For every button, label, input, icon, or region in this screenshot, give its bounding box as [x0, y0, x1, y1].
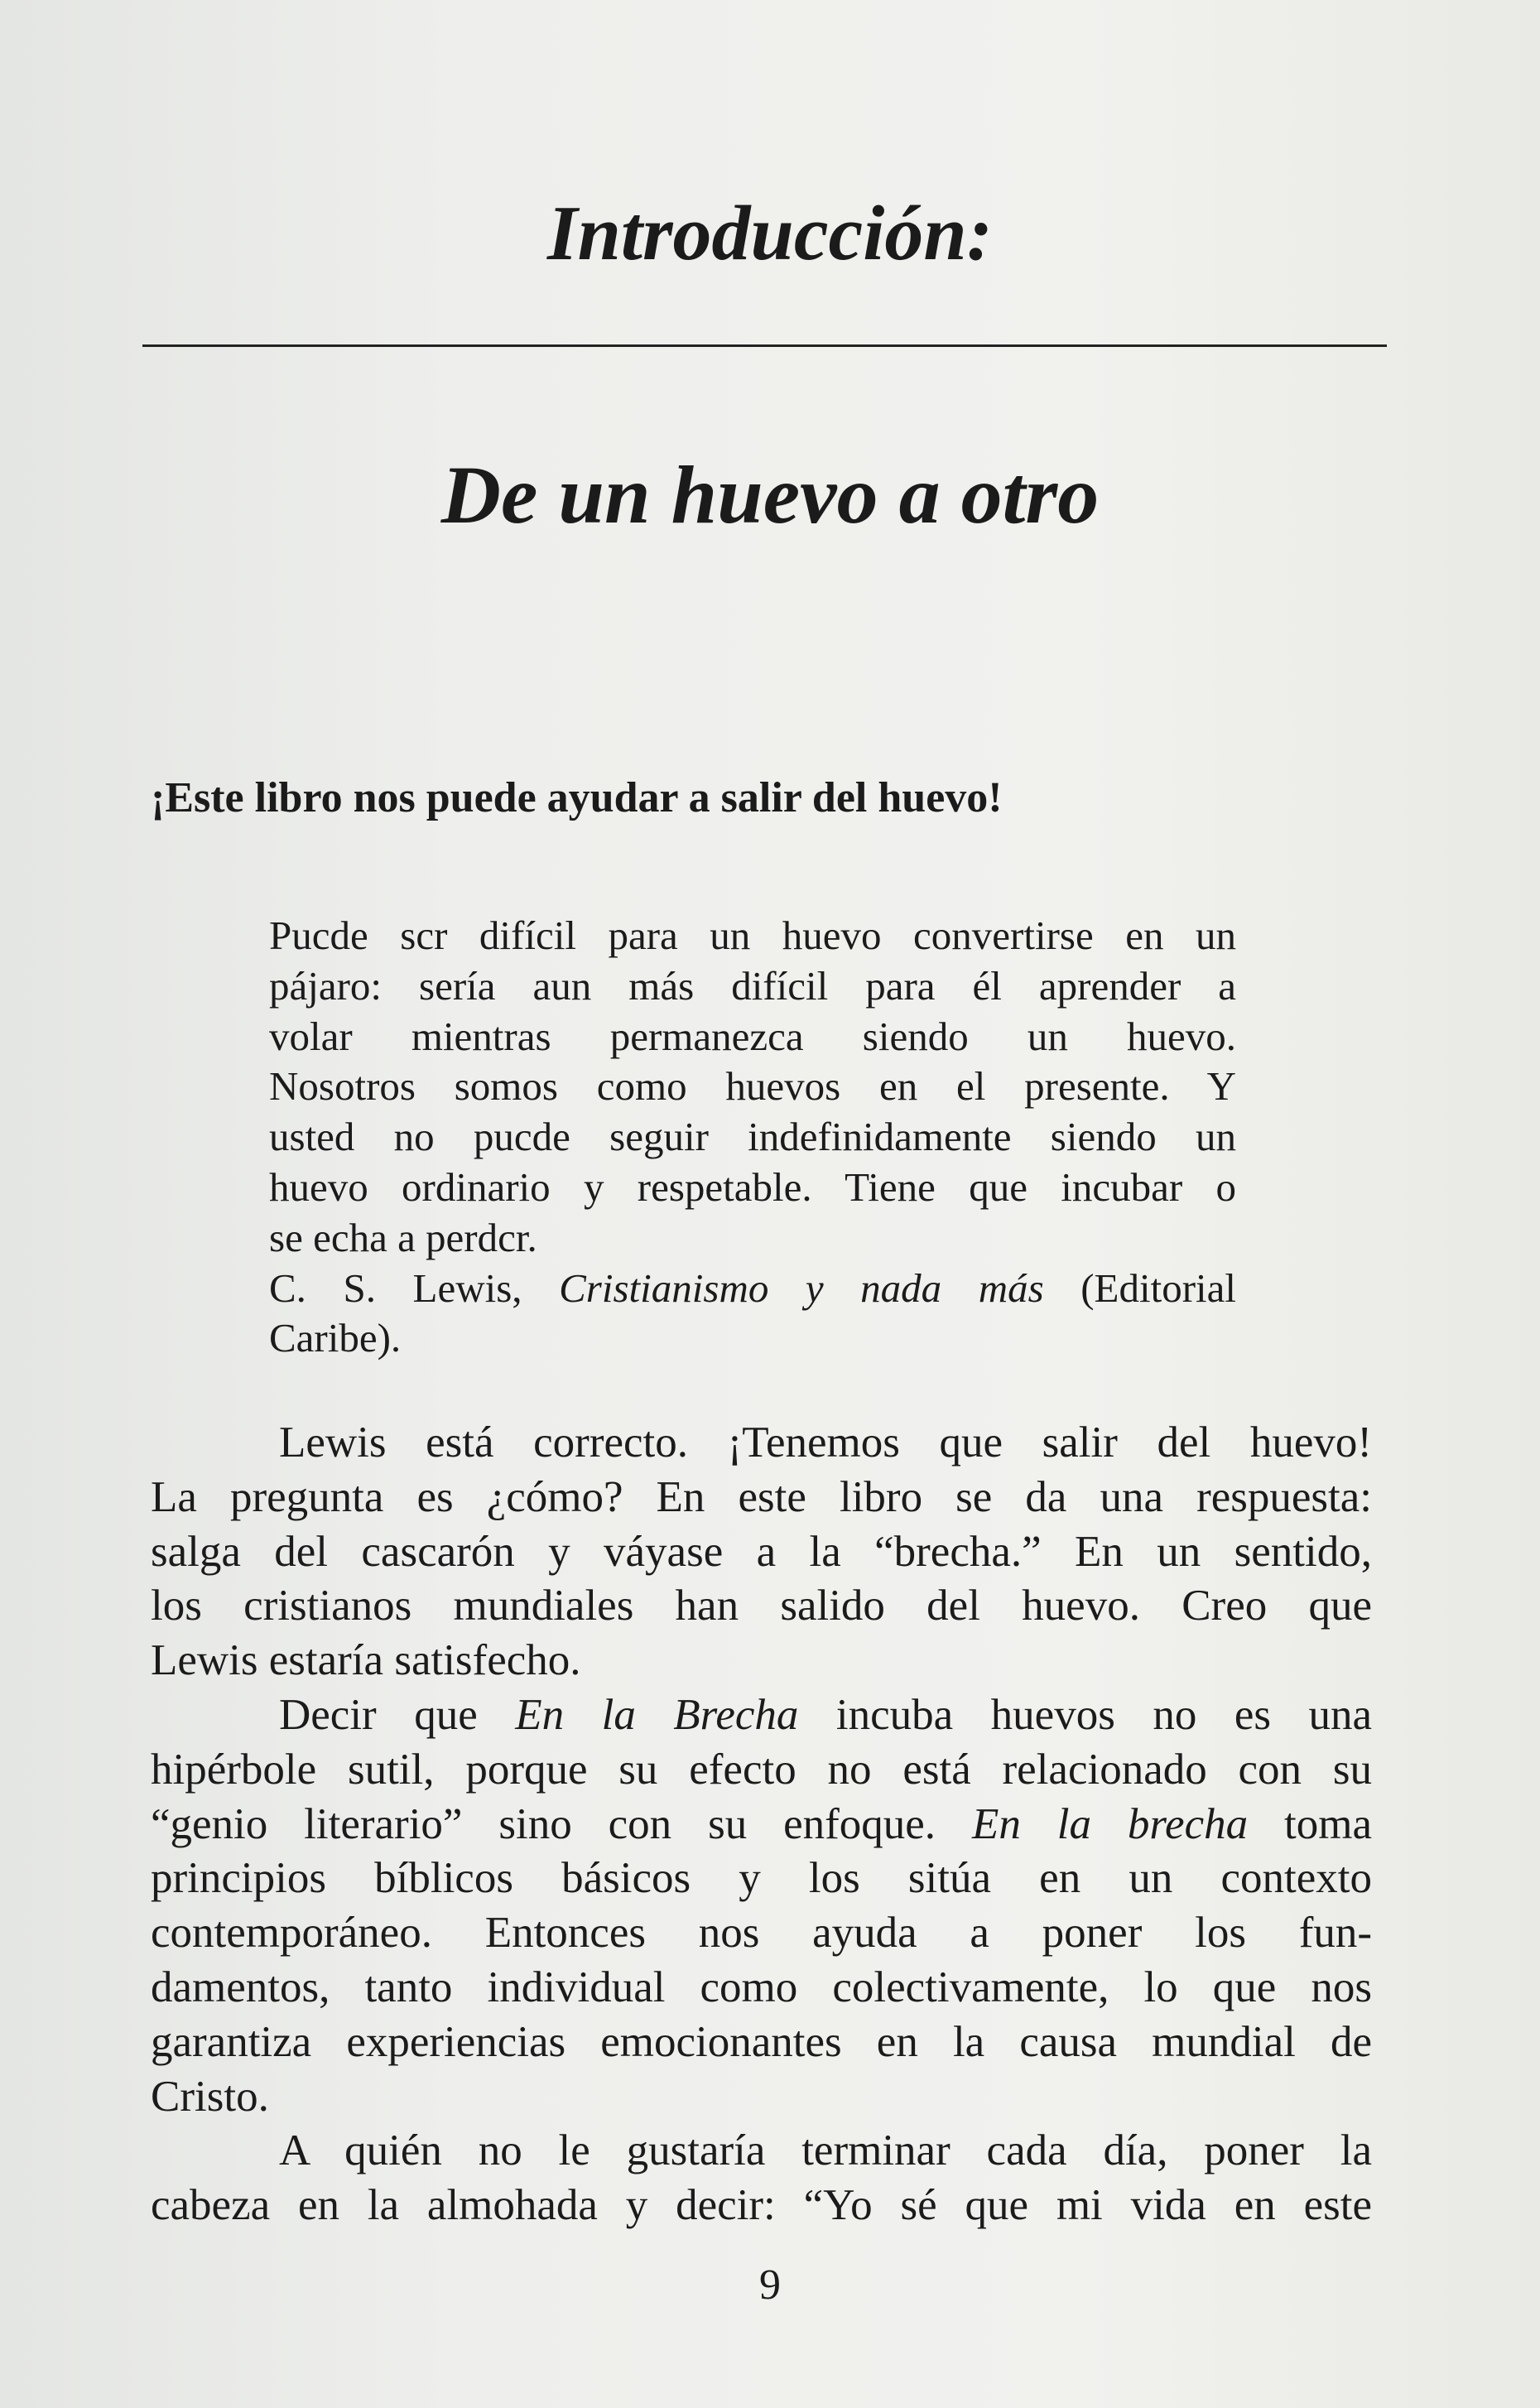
- text-segment: Lewis estaría satisfecho.: [151, 1636, 581, 1685]
- section-subheading: ¡Este libro nos puede ayudar a salir del huevo!: [151, 774, 1003, 821]
- paragraph: [151, 1416, 1372, 1688]
- body-text: [151, 1416, 1372, 2233]
- text-line: [151, 1743, 1372, 1798]
- text-line: [151, 1634, 1372, 1688]
- text-segment: A quién no le gustaría terminar cada día, poner la: [279, 2126, 1372, 2175]
- text-segment: Cristo.: [151, 2072, 269, 2121]
- text-line: [151, 1906, 1372, 1961]
- text-line: [269, 1062, 1236, 1112]
- text-segment: salga del cascarón y váyase a la “brecha.” En un sentido,: [151, 1527, 1372, 1576]
- text-segment: damentos, tanto individual como colectivamente, lo que nos: [151, 1963, 1372, 2011]
- italic-title: En la Brecha: [515, 1690, 799, 1739]
- italic-title: Cristianismo y nada más: [559, 1264, 1044, 1311]
- text-line: [151, 1471, 1372, 1525]
- text-line: [151, 1798, 1372, 1852]
- text-segment: pájaro: sería aun más difícil para él aprender a: [269, 962, 1236, 1009]
- text-segment: se echa a perdcr.: [269, 1214, 537, 1260]
- block-quote: [269, 911, 1236, 1364]
- text-segment: toma: [1248, 1799, 1372, 1848]
- text-line: [151, 2179, 1372, 2233]
- text-line: [151, 1688, 1372, 1743]
- text-segment: contemporáneo. Entonces nos ayuda a poner los fun-: [151, 1909, 1372, 1958]
- text-segment: Caribe).: [269, 1315, 402, 1361]
- text-segment: volar mientras permanezca siendo un huevo.: [269, 1013, 1236, 1059]
- text-line: [269, 961, 1236, 1012]
- paragraph: [151, 1688, 1372, 2124]
- text-segment: C. S. Lewis,: [269, 1264, 560, 1311]
- paragraph: [151, 2124, 1372, 2233]
- text-line: [269, 1112, 1236, 1163]
- text-segment: usted no pucde seguir indefinidamente siendo un: [269, 1114, 1236, 1160]
- text-line: [269, 1213, 1236, 1264]
- text-line: [269, 1012, 1236, 1062]
- text-line: [151, 2070, 1372, 2125]
- text-line: [269, 1264, 1236, 1314]
- text-segment: La pregunta es ¿cómo? En este libro se da una respuesta:: [151, 1472, 1372, 1521]
- text-segment: incuba huevos no es una: [798, 1690, 1372, 1739]
- text-line: [269, 1313, 1236, 1364]
- text-segment: hipérbole sutil, porque su efecto no está relacionado con su: [151, 1745, 1372, 1794]
- text-line: [151, 1852, 1372, 1906]
- chapter-label: Introducción:: [547, 190, 993, 277]
- text-line: [151, 1525, 1372, 1580]
- italic-title: En la brecha: [971, 1799, 1249, 1848]
- text-segment: (Editorial: [1043, 1264, 1237, 1311]
- text-segment: los cristianos mundiales han salido del huevo. Creo que: [151, 1582, 1372, 1630]
- text-line: [151, 1579, 1372, 1634]
- text-line: [151, 2124, 1372, 2179]
- text-segment: cabeza en la almohada y decir: “Yo sé que mi vida en este: [151, 2181, 1372, 2230]
- text-segment: garantiza experiencias emocionantes en la causa mundial de: [151, 2017, 1372, 2066]
- text-line: [151, 2015, 1372, 2070]
- title-divider: [142, 344, 1387, 347]
- text-segment: Nosotros somos como huevos en el presente. Y: [269, 1063, 1236, 1110]
- text-segment: Lewis está correcto. ¡Tenemos que salir del huevo!: [279, 1418, 1372, 1466]
- text-segment: Pucde scr difícil para un huevo convertirse en un: [269, 913, 1236, 958]
- text-segment: “genio literario” sino con su enfoque.: [151, 1799, 972, 1848]
- page-number: 9: [759, 2261, 781, 2309]
- text-line: [269, 911, 1236, 961]
- text-segment: Decir que: [279, 1690, 516, 1739]
- text-segment: huevo ordinario y respetable. Tiene que incubar o: [269, 1163, 1236, 1210]
- text-line: [269, 1163, 1236, 1213]
- text-line: [151, 1961, 1372, 2015]
- text-line: [151, 1416, 1372, 1471]
- text-segment: principios bíblicos básicos y los sitúa en un contexto: [151, 1854, 1372, 1903]
- chapter-title: De un huevo a otro: [440, 449, 1100, 541]
